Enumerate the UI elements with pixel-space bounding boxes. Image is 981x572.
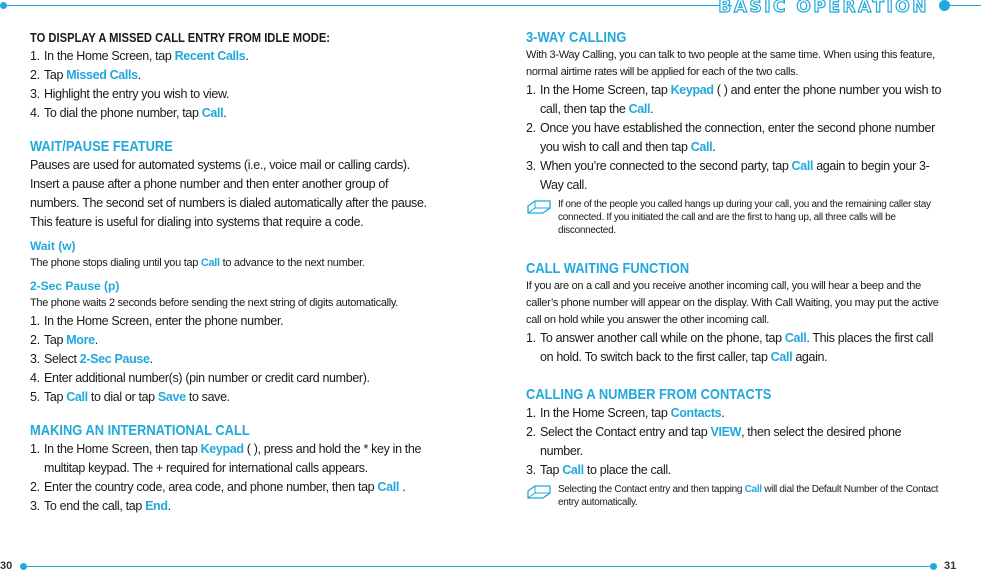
bottom-rule <box>24 566 934 567</box>
call-waiting-title: CALL WAITING FUNCTION <box>526 260 690 277</box>
list-item: 1. In the Home Screen, tap Keypad ( ) and enter the phone number you wish to call, then tap the Call. <box>526 83 942 116</box>
top-rule <box>4 5 732 6</box>
list-item: 3. Select 2-Sec Pause. <box>30 352 153 366</box>
section-header: BASIC OPERATION <box>718 0 929 17</box>
list-item: 1. To answer another call while on the phone, tap Call. This places the first call on hold. To switch back to the first caller, tap Call again. <box>526 331 934 364</box>
list-item: 3. Tap Call to place the call. <box>526 463 671 477</box>
list-item: 1. In the Home Screen, then tap Keypad ( ), press and hold the * key in the multitap keypad. The + required for international calls appears. <box>30 442 422 475</box>
call-waiting-body: If you are on a call and you receive another incoming call, you will hear a beep and the caller’s phone number will appear on the display. With Call Waiting, you may put the active call on hold while you answer the other incoming call. <box>526 280 939 326</box>
page-number-left: 30 <box>0 560 13 572</box>
three-way-title: 3-WAY CALLING <box>526 29 627 46</box>
international-title: MAKING AN INTERNATIONAL CALL <box>30 422 250 439</box>
list-item: 2. Tap More. <box>30 333 98 347</box>
pause-title: 2-Sec Pause (p) <box>30 279 120 293</box>
list-item: 3. Highlight the entry you wish to view. <box>30 87 230 101</box>
three-way-steps <box>526 81 946 195</box>
contacts-note <box>526 483 946 509</box>
bottom-right-dot <box>930 563 937 570</box>
top-rule-right <box>947 5 981 6</box>
list-item: 3. When you’re connected to the second party, tap Call again to begin your 3-Way call. <box>526 159 930 192</box>
list-item: 1. In the Home Screen, tap Recent Calls. <box>30 49 249 63</box>
pause-body: The phone waits 2 seconds before sending the next string of digits automatically. <box>30 297 399 309</box>
wait-pause-title: WAIT/PAUSE FEATURE <box>30 138 173 155</box>
list-item: 5. Tap Call to dial or tap Save to save. <box>30 390 230 404</box>
three-way-note-text: If one of the people you called hangs up during your call, you and the remaining caller stay connected. If you initiated the call and are the first to hang up, all three calls will be disconnected. <box>558 199 931 236</box>
wait-body: The phone stops dialing until you tap Call to advance to the next number. <box>30 257 365 269</box>
list-item: 1. In the Home Screen, tap Contacts. <box>526 406 725 420</box>
list-item: 2. Select the Contact entry and tap VIEW, then select the desired phone number. <box>526 425 902 458</box>
contacts-note-text: Selecting the Contact entry and then tapping Call will dial the Default Number of the Contact entry automatically. <box>558 484 939 508</box>
three-way-body: With 3-Way Calling, you can talk to two people at the same time. When using this feature, normal airtime rates will be applied for each of the two calls. <box>526 49 935 78</box>
list-item: 4. Enter additional number(s) (pin number or credit card number). <box>30 371 370 385</box>
list-item: 4. To dial the phone number, tap Call. <box>30 106 227 120</box>
list-item: 1. In the Home Screen, enter the phone number. <box>30 314 284 328</box>
page-number-right: 31 <box>944 560 957 572</box>
wait-title: Wait (w) <box>30 239 76 253</box>
international-steps <box>30 440 440 516</box>
right-column <box>526 28 946 509</box>
list-item: 2. Once you have established the connection, enter the second phone number you wish to call and then tap Call. <box>526 121 935 154</box>
list-item: 3. To end the call, tap End. <box>30 499 171 513</box>
wait-pause-body: Pauses are used for automated systems (i.e., voice mail or calling cards). Insert a pause after a phone number and then enter another group of numbers. The second set of numbers is dialed automatically after the pause. This feature is useful for dialing into systems that require a code. <box>30 158 427 229</box>
three-way-note <box>526 198 946 237</box>
list-item: 2. Tap Missed Calls. <box>30 68 141 82</box>
pause-steps <box>30 312 440 407</box>
note-icon <box>526 199 552 215</box>
call-waiting-steps <box>526 329 946 367</box>
missed-call-steps <box>30 47 440 123</box>
note-icon <box>526 484 552 500</box>
contacts-steps <box>526 404 946 480</box>
list-item: 2. Enter the country code, area code, and phone number, then tap Call . <box>30 480 406 494</box>
left-column <box>30 28 440 516</box>
contacts-title: CALLING A NUMBER FROM CONTACTS <box>526 386 772 403</box>
missed-call-title: TO DISPLAY A MISSED CALL ENTRY FROM IDLE MODE: <box>30 30 331 45</box>
